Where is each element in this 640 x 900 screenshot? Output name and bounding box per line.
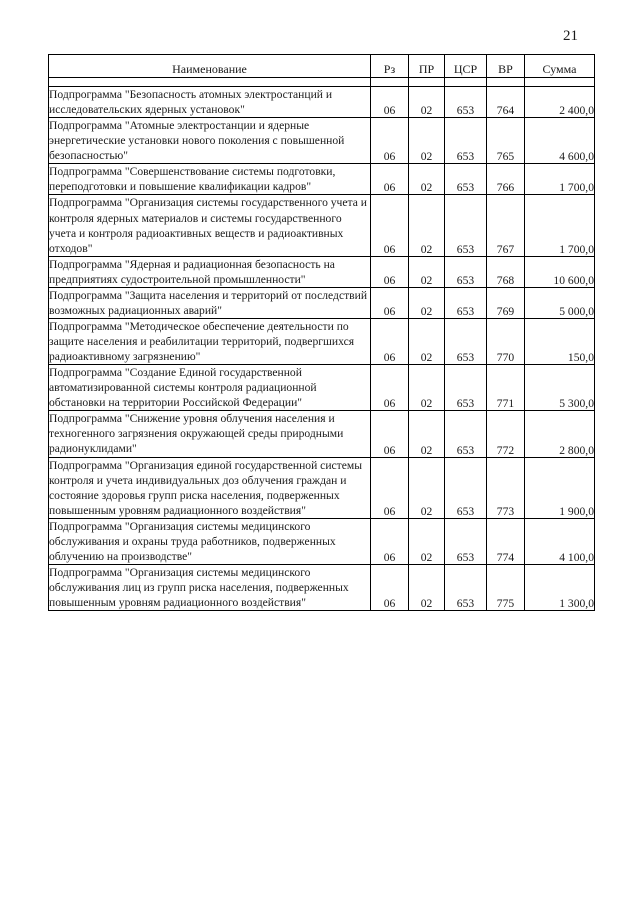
row-name: Подпрограмма "Организация единой государственной системы контроля и учета индивидуальных доз облучения граждан и состояние здоровья групп риска населения, подверженных повышенным уровням радиационного воздействия" [49,457,371,518]
row-rz: 06 [371,411,409,457]
table-row [49,164,595,195]
row-rz: 06 [371,287,409,318]
table-row [49,195,595,256]
table-row [49,457,595,518]
row-sum: 4 100,0 [525,518,595,564]
row-vr: 768 [487,256,525,287]
table-row [49,256,595,287]
row-vr: 771 [487,365,525,411]
row-csr: 653 [445,518,487,564]
row-csr: 653 [445,118,487,164]
row-vr: 766 [487,164,525,195]
table-row [49,411,595,457]
row-pr: 02 [409,195,445,256]
row-name: Подпрограмма "Ядерная и радиационная безопасность на предприятиях судостроительной промышленности" [49,256,371,287]
row-pr: 02 [409,256,445,287]
row-pr: 02 [409,564,445,610]
table-row [49,318,595,364]
table-row [49,287,595,318]
row-pr: 02 [409,87,445,118]
table-spacer-row [49,78,595,87]
column-header-csr: ЦСР [445,55,487,78]
row-vr: 770 [487,318,525,364]
row-name: Подпрограмма "Организация системы медицинского обслуживания и охраны труда работников, подверженных облучению на производстве" [49,518,371,564]
row-vr: 767 [487,195,525,256]
row-rz: 06 [371,365,409,411]
row-name: Подпрограмма "Атомные электростанции и ядерные энергетические установки нового поколения с повышенной безопасностью" [49,118,371,164]
row-rz: 06 [371,318,409,364]
row-rz: 06 [371,518,409,564]
row-rz: 06 [371,457,409,518]
row-vr: 773 [487,457,525,518]
row-vr: 774 [487,518,525,564]
row-csr: 653 [445,564,487,610]
table-row [49,118,595,164]
row-rz: 06 [371,87,409,118]
row-pr: 02 [409,518,445,564]
row-vr: 769 [487,287,525,318]
row-sum: 1 700,0 [525,195,595,256]
spacer-cell-name [49,78,371,87]
table-header [49,55,595,78]
row-sum: 5 300,0 [525,365,595,411]
row-sum: 150,0 [525,318,595,364]
row-pr: 02 [409,164,445,195]
row-sum: 1 700,0 [525,164,595,195]
row-sum: 2 800,0 [525,411,595,457]
column-header-pr: ПР [409,55,445,78]
table-header-row [49,55,595,78]
row-csr: 653 [445,318,487,364]
row-pr: 02 [409,118,445,164]
spacer-cell-sum [525,78,595,87]
row-sum: 5 000,0 [525,287,595,318]
row-sum: 4 600,0 [525,118,595,164]
row-name: Подпрограмма "Создание Единой государственной автоматизированной системы контроля радиационной обстановки на территории Российской Федерации" [49,365,371,411]
row-rz: 06 [371,118,409,164]
row-csr: 653 [445,256,487,287]
column-header-vr: ВР [487,55,525,78]
row-name: Подпрограмма "Совершенствование системы подготовки, переподготовки и повышение квалификации кадров" [49,164,371,195]
row-rz: 06 [371,164,409,195]
row-csr: 653 [445,195,487,256]
row-csr: 653 [445,164,487,195]
row-pr: 02 [409,318,445,364]
row-name: Подпрограмма "Методическое обеспечение деятельности по защите населения и реабилитации территорий, подвергшихся радиоактивному загрязнению" [49,318,371,364]
table-row [49,564,595,610]
row-csr: 653 [445,411,487,457]
row-sum: 2 400,0 [525,87,595,118]
page-number: 21 [563,28,578,44]
column-header-rz: Рз [371,55,409,78]
row-name: Подпрограмма "Безопасность атомных электростанций и исследовательских ядерных установок" [49,87,371,118]
row-name: Подпрограмма "Организация системы медицинского обслуживания лиц из групп риска населения, подверженных повышенным уровням радиационного воздействия" [49,564,371,610]
spacer-cell-vr [487,78,525,87]
row-pr: 02 [409,457,445,518]
row-csr: 653 [445,87,487,118]
row-rz: 06 [371,195,409,256]
row-vr: 772 [487,411,525,457]
budget-table [48,54,595,611]
table-row [49,518,595,564]
row-pr: 02 [409,287,445,318]
row-pr: 02 [409,411,445,457]
column-header-sum: Сумма [525,55,595,78]
row-pr: 02 [409,365,445,411]
row-name: Подпрограмма "Снижение уровня облучения населения и техногенного загрязнения окружающей среды природными радионуклидами" [49,411,371,457]
row-name: Подпрограмма "Защита населения и территорий от последствий возможных радиационных аварий" [49,287,371,318]
row-sum: 1 300,0 [525,564,595,610]
row-vr: 765 [487,118,525,164]
row-vr: 775 [487,564,525,610]
table-row [49,365,595,411]
row-sum: 1 900,0 [525,457,595,518]
spacer-cell-pr [409,78,445,87]
row-sum: 10 600,0 [525,256,595,287]
table-row [49,87,595,118]
row-rz: 06 [371,256,409,287]
row-csr: 653 [445,457,487,518]
row-csr: 653 [445,287,487,318]
budget-table-container [48,54,594,611]
spacer-cell-rz [371,78,409,87]
row-csr: 653 [445,365,487,411]
column-header-name: Наименование [49,55,371,78]
spacer-cell-csr [445,78,487,87]
row-rz: 06 [371,564,409,610]
row-name: Подпрограмма "Организация системы государственного учета и контроля ядерных материалов и системы государственного учета и контроля радиоактивных веществ и радиоактивных отходов" [49,195,371,256]
table-body [49,78,595,611]
row-vr: 764 [487,87,525,118]
